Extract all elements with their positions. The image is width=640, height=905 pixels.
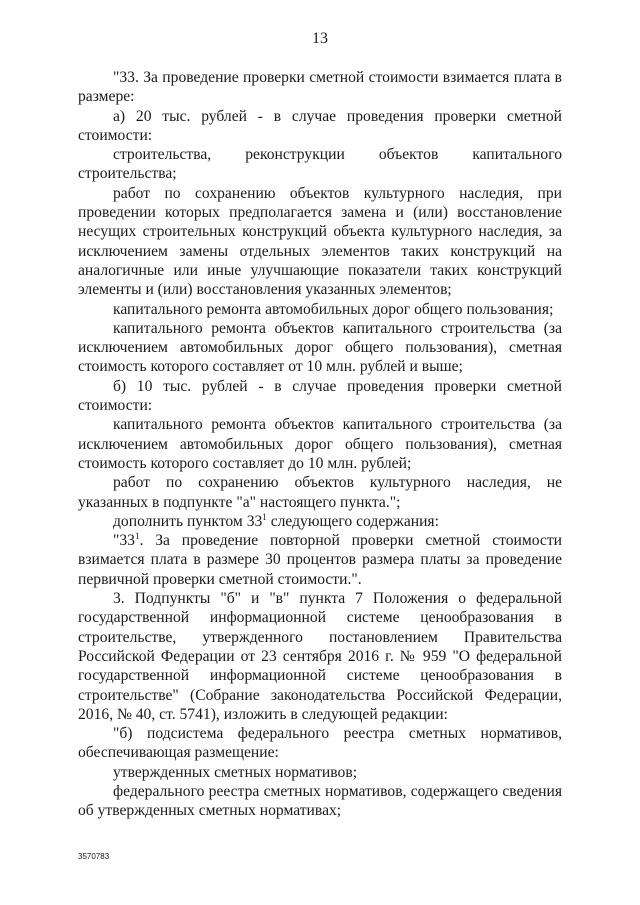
superscript: 1 xyxy=(134,530,140,541)
paragraph-33-a-heritage: работ по сохранению объектов культурного наследия, при проведении которых предполагается замена и (или) восстановление несущих строительных конструкций объекта культурного наследия, за исключением замены отдельных элементов таких конструкций на аналогичные или иные улучшающие показатели таких конструкций элементы и (или) восстановления указанных элементов; xyxy=(78,184,562,299)
paragraph-3: 3. Подпункты "б" и "в" пункта 7 Положения о федеральной государственной информационной системе ценообразования в строительстве, утвержденного постановлением Правительства Российской Федерации от 23 сентября 2016 г. № 959 "О федеральной государственной информационной системе ценообразования в строительстве" (Собрание законодательства Российской Федерации, 2016, № 40, ст. 5741), изложить в следующей редакции: xyxy=(78,590,562,723)
paragraph-7-b-registry: федерального реестра сметных нормативов, содержащего сведения об утвержденных сметных нормативах; xyxy=(78,782,562,820)
paragraph-33-1 xyxy=(78,531,562,589)
paragraph-33-b-heritage: работ по сохранению объектов культурного наследия, не указанных в подпункте "а" настоящего пункта."; xyxy=(78,474,562,511)
paragraph-33-b-repair: капитального ремонта объектов капитального строительства (за исключением автомобильных дорог общего пользования), сметная стоимость которого составляет до 10 млн. рублей; xyxy=(78,416,562,472)
text-segment: . За проведение повторной проверки сметной стоимости взимается плата в размере 30 процентов размера платы за проведение первичной проверки сметной стоимости.". xyxy=(78,532,562,588)
paragraph-33-a-construction: строительства, реконструкции объектов капитального строительства; xyxy=(78,146,562,183)
text-segment: дополнить пунктом 33 xyxy=(113,512,263,530)
document-body xyxy=(78,68,562,821)
paragraph-7-b-approved: утвержденных сметных нормативов; xyxy=(113,763,358,781)
page-number: 13 xyxy=(312,30,328,47)
paragraph-33-a-roads: капитального ремонта автомобильных дорог общего пользования; xyxy=(113,300,554,318)
paragraph-7-b: "б) подсистема федерального реестра сметных нормативов, обеспечивающая размещение: xyxy=(78,725,562,762)
paragraph-33-intro: "33. За проведение проверки сметной стоимости взимается плата в размере: xyxy=(78,69,562,106)
text-segment: следующего содержания: xyxy=(266,512,439,530)
paragraph-add-33-1 xyxy=(78,512,562,531)
paragraph-33-a-repair: капитального ремонта объектов капитального строительства (за исключением автомобильных дорог общего пользования), сметная стоимость которого составляет от 10 млн. рублей и выше; xyxy=(78,319,562,376)
paragraph-33-b: б) 10 тыс. рублей - в случае проведения проверки сметной стоимости: xyxy=(78,377,562,415)
paragraph-33-a: а) 20 тыс. рублей - в случае проведения проверки сметной стоимости: xyxy=(78,107,562,144)
superscript: 1 xyxy=(262,511,267,522)
text-segment: "33 xyxy=(113,532,135,550)
document-code: 3570783 xyxy=(78,852,110,861)
